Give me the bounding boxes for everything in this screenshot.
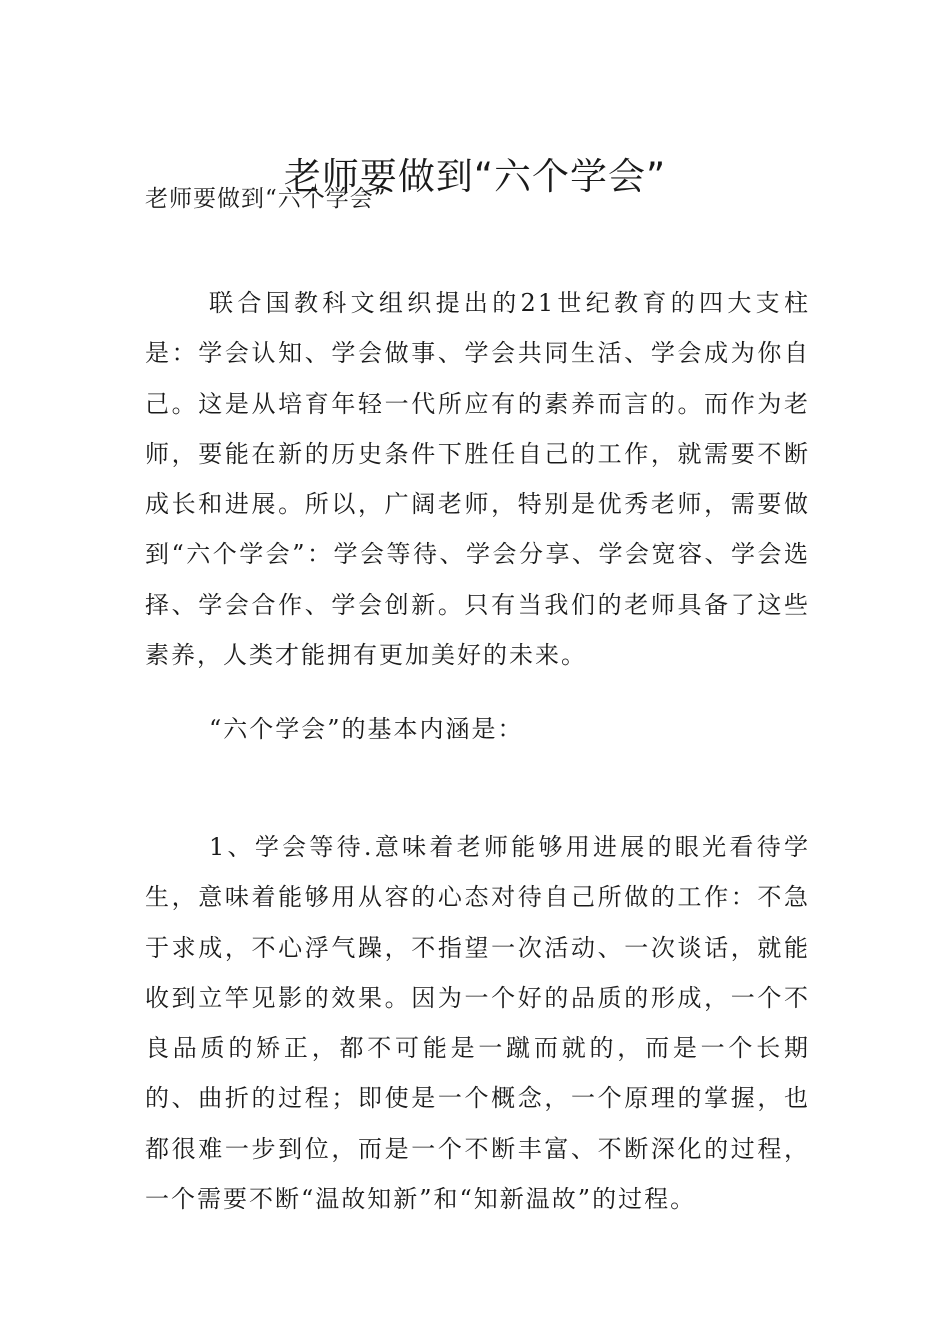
paragraph-heading-connotation: “六个学会”的基本内涵是： bbox=[209, 715, 524, 743]
document-title: 老师要做到“六个学会” bbox=[283, 154, 667, 198]
document-subtitle: 老师要做到“六个学会” bbox=[145, 186, 387, 212]
paragraph-intro: 联合国教科文组织提出的21世纪教育的四大支柱是：学会认知、学会做事、学会共同生活、学会成为你自己。这是从培育年轻一代所应有的素养而言的。而作为老师，要能在新的历史条件下胜任自己的工作，就需要不断成长和进展。所以，广阔老师，特别是优秀老师，需要做到“六个学会”：学会等待、学会分享、学会宽容、学会选择、学会合作、学会创新。只有当我们的老师具备了这些素养，人类才能拥有更加美好的未来。 bbox=[145, 289, 810, 670]
paragraph-learn-to-wait: 1、学会等待.意味着老师能够用进展的眼光看待学生，意味着能够用从容的心态对待自己所做的工作：不急于求成，不心浮气躁，不指望一次活动、一次谈话，就能收到立竿见影的效果。因为一个好的品质的形成，一个不良品质的矫正，都不可能是一蹴而就的，而是一个长期的、曲折的过程；即使是一个概念，一个原理的掌握，也都很难一步到位，而是一个不断丰富、不断深化的过程，一个需要不断“温故知新”和“知新温故”的过程。 bbox=[145, 833, 810, 1214]
